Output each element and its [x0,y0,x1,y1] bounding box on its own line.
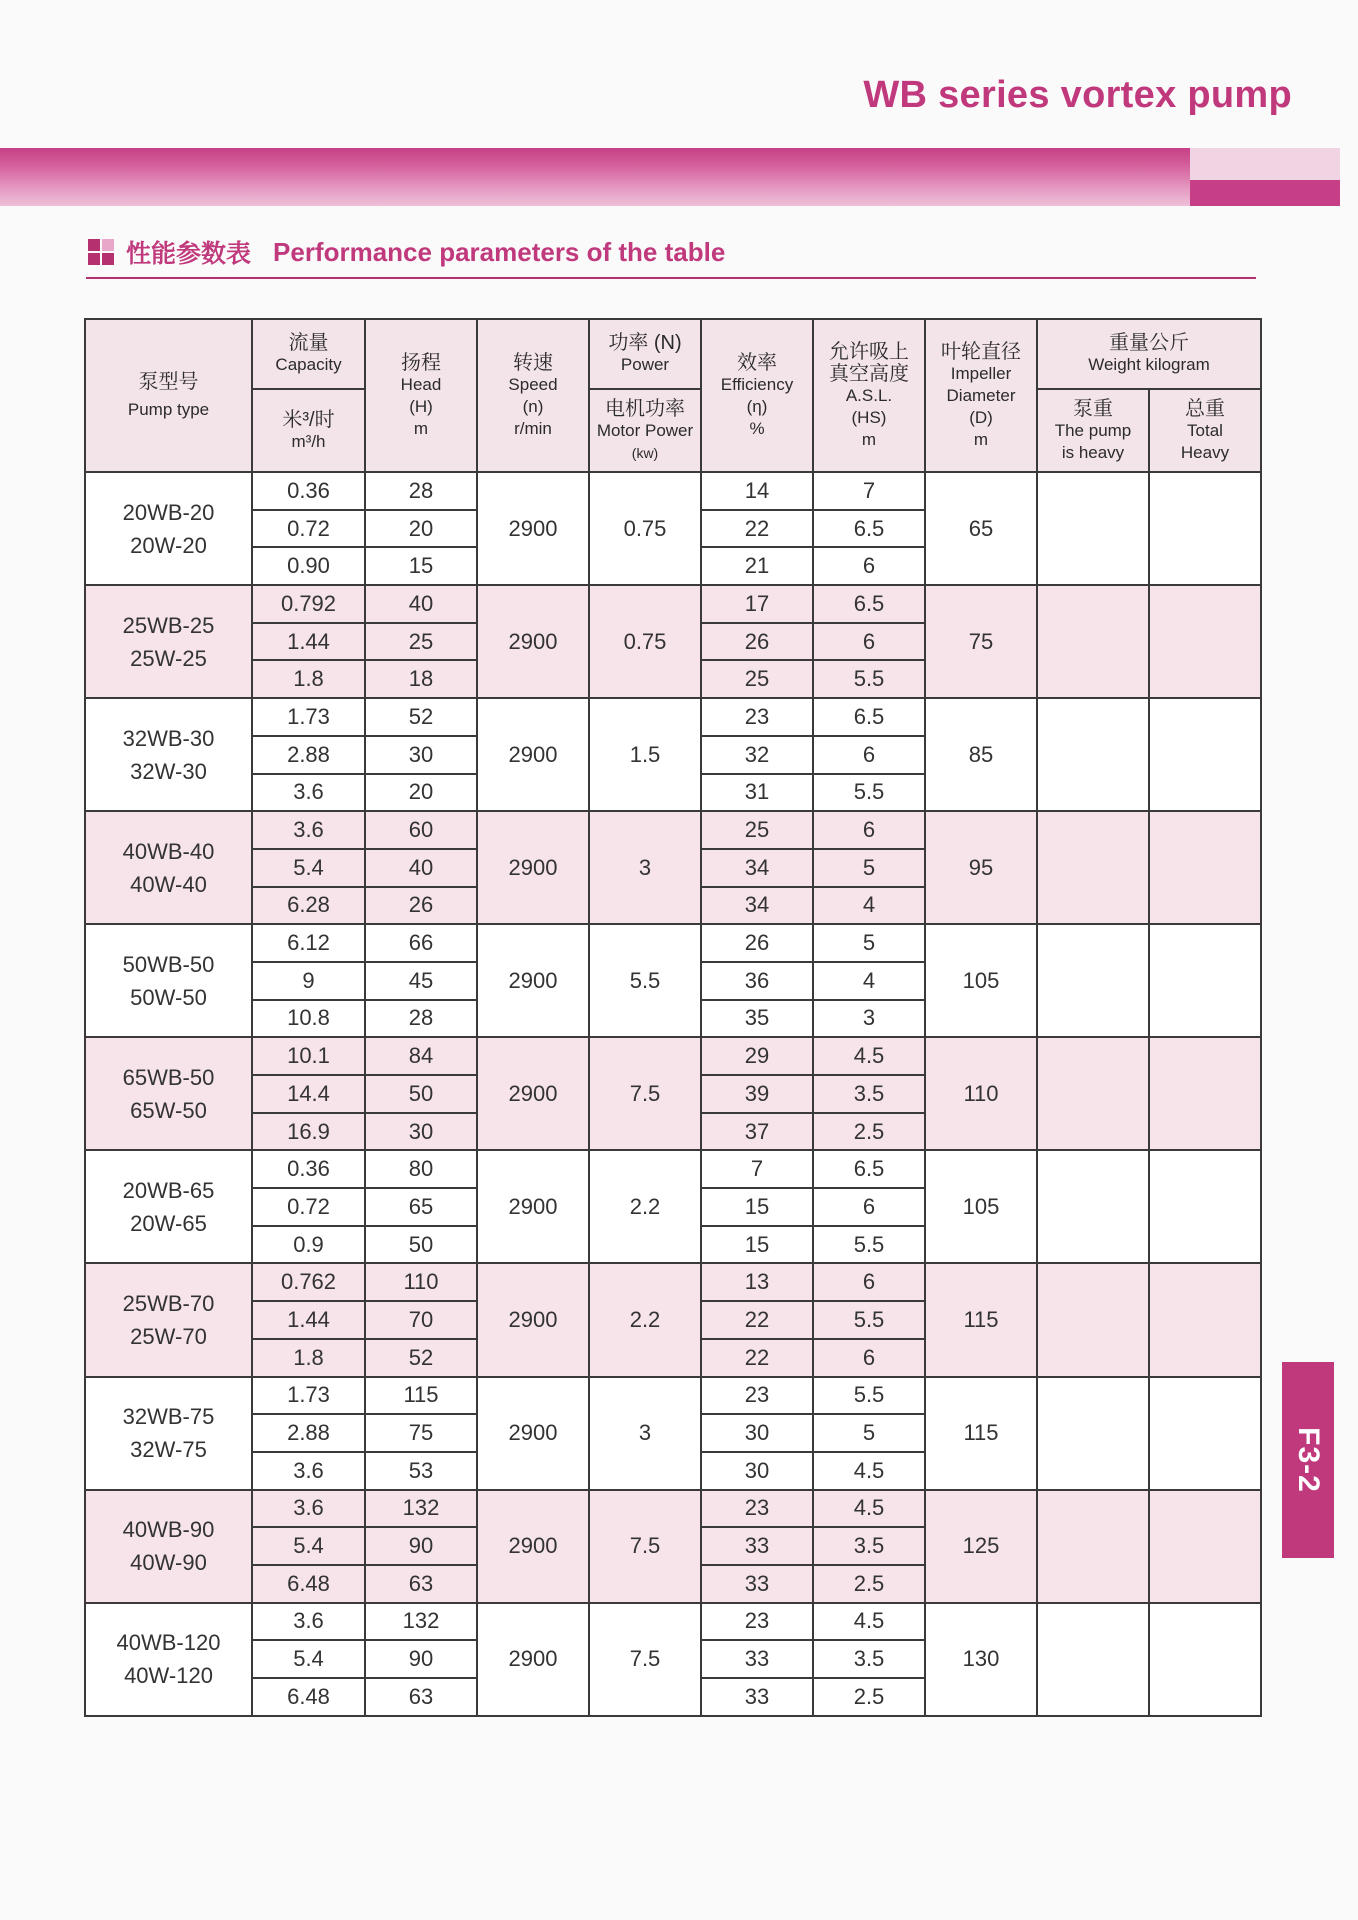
cell-head: 115 [365,1377,477,1415]
cell-head: 40 [365,849,477,887]
header-pump-weight: 泵重 The pump is heavy [1037,389,1149,472]
cell-total-weight [1149,472,1261,585]
cell-impeller: 65 [925,472,1037,585]
cell-model: 20WB-20 20W-20 [85,472,252,585]
table-row [85,1037,1261,1075]
cell-suction: 6 [813,1188,925,1226]
cell-suction: 2.5 [813,1113,925,1151]
cell-total-weight [1149,1263,1261,1376]
cell-power: 7.5 [589,1037,701,1150]
cell-efficiency: 32 [701,736,813,774]
cell-efficiency: 26 [701,924,813,962]
cell-suction: 4.5 [813,1452,925,1490]
cell-impeller: 105 [925,924,1037,1037]
cell-impeller: 115 [925,1263,1037,1376]
cell-efficiency: 21 [701,547,813,585]
cell-capacity: 5.4 [252,1640,365,1678]
header-weight: 重量公斤 Weight kilogram [1037,319,1261,389]
cell-capacity: 3.6 [252,1452,365,1490]
cell-suction: 4 [813,962,925,1000]
cell-head: 28 [365,472,477,510]
table-header [85,319,1261,472]
cell-head: 25 [365,623,477,661]
table-row [85,472,1261,510]
cell-efficiency: 17 [701,585,813,623]
cell-suction: 6 [813,623,925,661]
cell-efficiency: 22 [701,510,813,548]
table-row [85,1263,1261,1301]
cell-total-weight [1149,1377,1261,1490]
cell-power: 7.5 [589,1603,701,1716]
cell-capacity: 1.8 [252,660,365,698]
header-pump-type: 泵型号 Pump type [85,319,252,472]
cell-impeller: 75 [925,585,1037,698]
cell-efficiency: 33 [701,1678,813,1716]
cell-model: 25WB-25 25W-25 [85,585,252,698]
section-title-cn: 性能参数表 [126,240,252,268]
table-row [85,1603,1261,1641]
cell-capacity: 10.1 [252,1037,365,1075]
header-band-accent-dark [1190,180,1340,206]
cell-head: 15 [365,547,477,585]
cell-suction: 7 [813,472,925,510]
cell-speed: 2900 [477,585,589,698]
cell-pump-weight [1037,924,1149,1037]
cell-suction: 5.5 [813,1301,925,1339]
cell-head: 52 [365,1339,477,1377]
cell-pump-weight [1037,811,1149,924]
table-body [85,472,1261,1716]
cell-speed: 2900 [477,924,589,1037]
cell-head: 65 [365,1188,477,1226]
cell-model: 40WB-90 40W-90 [85,1490,252,1603]
cell-model: 32WB-75 32W-75 [85,1377,252,1490]
cell-suction: 4.5 [813,1603,925,1641]
cell-impeller: 105 [925,1150,1037,1263]
cell-impeller: 115 [925,1377,1037,1490]
cell-model: 25WB-70 25W-70 [85,1263,252,1376]
cell-pump-weight [1037,585,1149,698]
cell-model: 32WB-30 32W-30 [85,698,252,811]
cell-power: 3 [589,811,701,924]
cell-pump-weight [1037,1603,1149,1716]
cell-efficiency: 36 [701,962,813,1000]
header-capacity: 流量 Capacity [252,319,365,389]
cell-speed: 2900 [477,1263,589,1376]
cell-power: 1.5 [589,698,701,811]
cell-suction: 6.5 [813,585,925,623]
cell-model: 40WB-40 40W-40 [85,811,252,924]
cell-efficiency: 23 [701,698,813,736]
cell-suction: 2.5 [813,1565,925,1603]
cell-model: 20WB-65 20W-65 [85,1150,252,1263]
cell-pump-weight [1037,1150,1149,1263]
cell-suction: 6 [813,1339,925,1377]
cell-head: 90 [365,1640,477,1678]
cell-efficiency: 31 [701,774,813,812]
cell-capacity: 0.762 [252,1263,365,1301]
cell-model: 65WB-50 65W-50 [85,1037,252,1150]
cell-efficiency: 33 [701,1527,813,1565]
header-efficiency: 效率 Efficiency (η) % [701,319,813,472]
page-tab [1282,1362,1334,1558]
cell-head: 45 [365,962,477,1000]
cell-suction: 6 [813,1263,925,1301]
cell-head: 60 [365,811,477,849]
cell-pump-weight [1037,1490,1149,1603]
cell-capacity: 6.12 [252,924,365,962]
cell-total-weight [1149,924,1261,1037]
cell-capacity: 14.4 [252,1075,365,1113]
cell-total-weight [1149,698,1261,811]
cell-speed: 2900 [477,1377,589,1490]
cell-capacity: 16.9 [252,1113,365,1151]
table-row [85,1150,1261,1188]
cell-suction: 6.5 [813,698,925,736]
cell-capacity: 6.48 [252,1678,365,1716]
cell-capacity: 0.9 [252,1226,365,1264]
cell-impeller: 130 [925,1603,1037,1716]
cell-efficiency: 33 [701,1640,813,1678]
cell-suction: 6 [813,547,925,585]
cell-suction: 5.5 [813,660,925,698]
cell-capacity: 3.6 [252,811,365,849]
cell-efficiency: 15 [701,1226,813,1264]
cell-power: 0.75 [589,585,701,698]
cell-suction: 6.5 [813,1150,925,1188]
cell-suction: 6 [813,811,925,849]
cell-capacity: 2.88 [252,736,365,774]
cell-power: 2.2 [589,1263,701,1376]
cell-power: 2.2 [589,1150,701,1263]
cell-head: 84 [365,1037,477,1075]
table-row [85,1490,1261,1528]
cell-capacity: 0.36 [252,1150,365,1188]
header-suction: 允许吸上 真空高度 A.S.L. (HS) m [813,319,925,472]
cell-speed: 2900 [477,1037,589,1150]
cell-pump-weight [1037,1037,1149,1150]
header-power: 功率 (N) Power [589,319,701,389]
cell-head: 40 [365,585,477,623]
table-row [85,924,1261,962]
cell-head: 132 [365,1490,477,1528]
cell-capacity: 6.48 [252,1565,365,1603]
cell-head: 18 [365,660,477,698]
cell-suction: 4.5 [813,1037,925,1075]
header-motor-power: 电机功率 Motor Power (kw) [589,389,701,472]
section-squares-icon [88,239,114,265]
cell-suction: 5 [813,924,925,962]
cell-speed: 2900 [477,1150,589,1263]
cell-head: 52 [365,698,477,736]
cell-speed: 2900 [477,472,589,585]
cell-model: 40WB-120 40W-120 [85,1603,252,1716]
table-row [85,698,1261,736]
performance-table [84,318,1262,1717]
header-impeller: 叶轮直径 Impeller Diameter (D) m [925,319,1037,472]
section-heading [88,234,725,270]
cell-suction: 2.5 [813,1678,925,1716]
header-total-weight: 总重 Total Heavy [1149,389,1261,472]
cell-suction: 4 [813,887,925,925]
cell-capacity: 5.4 [252,849,365,887]
cell-power: 0.75 [589,472,701,585]
cell-efficiency: 14 [701,472,813,510]
cell-power: 5.5 [589,924,701,1037]
cell-efficiency: 33 [701,1565,813,1603]
cell-model: 50WB-50 50W-50 [85,924,252,1037]
header-band-accent-light [1190,148,1340,180]
cell-efficiency: 29 [701,1037,813,1075]
cell-impeller: 125 [925,1490,1037,1603]
cell-head: 132 [365,1603,477,1641]
cell-speed: 2900 [477,811,589,924]
cell-head: 80 [365,1150,477,1188]
cell-head: 30 [365,736,477,774]
table-row [85,1377,1261,1415]
cell-head: 28 [365,1000,477,1038]
cell-head: 26 [365,887,477,925]
cell-head: 50 [365,1226,477,1264]
cell-head: 20 [365,510,477,548]
cell-power: 3 [589,1377,701,1490]
section-title-en: Performance parameters of the table [273,236,726,267]
header-head: 扬程 Head (H) m [365,319,477,472]
cell-speed: 2900 [477,1490,589,1603]
cell-efficiency: 22 [701,1339,813,1377]
cell-efficiency: 37 [701,1113,813,1151]
cell-impeller: 110 [925,1037,1037,1150]
cell-capacity: 0.72 [252,510,365,548]
cell-pump-weight [1037,1377,1149,1490]
cell-suction: 4.5 [813,1490,925,1528]
cell-suction: 5 [813,1414,925,1452]
cell-capacity: 9 [252,962,365,1000]
cell-suction: 3 [813,1000,925,1038]
cell-suction: 3.5 [813,1640,925,1678]
cell-pump-weight [1037,698,1149,811]
cell-suction: 3.5 [813,1527,925,1565]
cell-head: 50 [365,1075,477,1113]
cell-capacity: 0.90 [252,547,365,585]
cell-capacity: 0.72 [252,1188,365,1226]
cell-impeller: 85 [925,698,1037,811]
cell-capacity: 10.8 [252,1000,365,1038]
cell-impeller: 95 [925,811,1037,924]
cell-head: 66 [365,924,477,962]
cell-capacity: 3.6 [252,1490,365,1528]
cell-efficiency: 23 [701,1603,813,1641]
cell-efficiency: 35 [701,1000,813,1038]
cell-head: 63 [365,1678,477,1716]
cell-head: 30 [365,1113,477,1151]
cell-capacity: 1.44 [252,623,365,661]
cell-efficiency: 22 [701,1301,813,1339]
header-capacity-unit: 米³/时 m³/h [252,389,365,472]
cell-efficiency: 23 [701,1377,813,1415]
cell-head: 70 [365,1301,477,1339]
cell-efficiency: 13 [701,1263,813,1301]
cell-capacity: 1.73 [252,698,365,736]
page-tab-label: F3-2 [1292,1427,1325,1493]
cell-total-weight [1149,585,1261,698]
cell-capacity: 6.28 [252,887,365,925]
cell-head: 90 [365,1527,477,1565]
cell-suction: 5.5 [813,1377,925,1415]
cell-speed: 2900 [477,698,589,811]
cell-suction: 5 [813,849,925,887]
cell-capacity: 1.44 [252,1301,365,1339]
table-row [85,811,1261,849]
cell-pump-weight [1037,1263,1149,1376]
header-band [0,148,1340,206]
cell-capacity: 1.8 [252,1339,365,1377]
cell-efficiency: 7 [701,1150,813,1188]
cell-efficiency: 23 [701,1490,813,1528]
cell-pump-weight [1037,472,1149,585]
cell-speed: 2900 [477,1603,589,1716]
cell-total-weight [1149,1150,1261,1263]
cell-efficiency: 26 [701,623,813,661]
cell-head: 75 [365,1414,477,1452]
section-underline [86,277,1256,279]
cell-efficiency: 30 [701,1414,813,1452]
cell-efficiency: 39 [701,1075,813,1113]
cell-efficiency: 30 [701,1452,813,1490]
cell-efficiency: 34 [701,887,813,925]
cell-head: 63 [365,1565,477,1603]
cell-suction: 5.5 [813,1226,925,1264]
cell-total-weight [1149,811,1261,924]
cell-efficiency: 25 [701,660,813,698]
cell-capacity: 1.73 [252,1377,365,1415]
cell-efficiency: 25 [701,811,813,849]
cell-capacity: 0.792 [252,585,365,623]
document-title: WB series vortex pump [863,74,1292,116]
header-speed: 转速 Speed (n) r/min [477,319,589,472]
table-row [85,585,1261,623]
cell-capacity: 2.88 [252,1414,365,1452]
cell-efficiency: 34 [701,849,813,887]
cell-head: 20 [365,774,477,812]
cell-suction: 6.5 [813,510,925,548]
cell-power: 7.5 [589,1490,701,1603]
cell-capacity: 3.6 [252,1603,365,1641]
cell-total-weight [1149,1603,1261,1716]
cell-suction: 3.5 [813,1075,925,1113]
cell-capacity: 3.6 [252,774,365,812]
cell-suction: 5.5 [813,774,925,812]
cell-total-weight [1149,1490,1261,1603]
cell-suction: 6 [813,736,925,774]
cell-head: 53 [365,1452,477,1490]
cell-capacity: 5.4 [252,1527,365,1565]
cell-efficiency: 15 [701,1188,813,1226]
cell-capacity: 0.36 [252,472,365,510]
cell-head: 110 [365,1263,477,1301]
cell-total-weight [1149,1037,1261,1150]
